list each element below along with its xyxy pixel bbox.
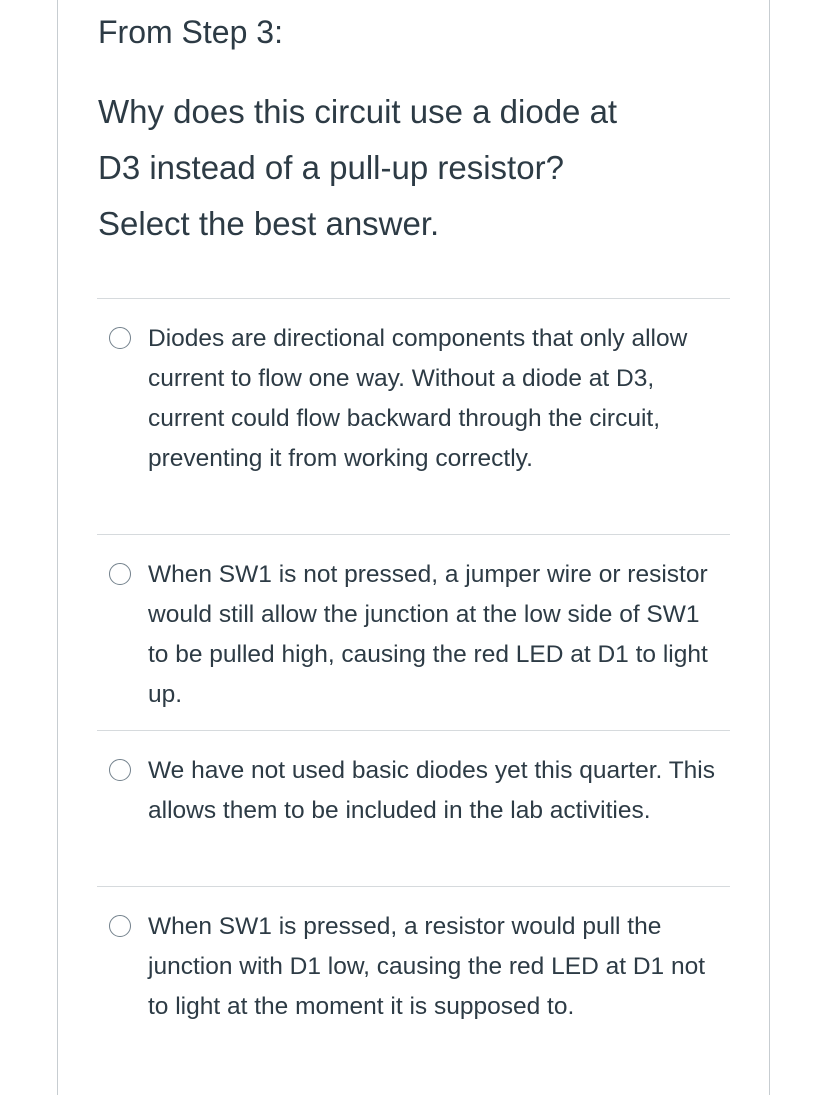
radio-button-2[interactable] (109, 563, 131, 585)
answer-text-2: When SW1 is not pressed, a jumper wire or resistor would still allow the junction at the low side of SW1 to be pulled high, causing the red LED at D1 to light up. (148, 561, 708, 708)
radio-button-1[interactable] (109, 327, 131, 349)
question-line-2: D3 instead of a pull-up resistor? (98, 149, 564, 186)
answer-text-3: We have not used basic diodes yet this quarter. This allows them to be included in the lab activities. (148, 757, 716, 824)
radio-button-3[interactable] (109, 759, 131, 781)
answer-text-4: When SW1 is pressed, a resistor would pull the junction with D1 low, causing the red LED at D1 not to light at the moment it is supposed to. (148, 913, 706, 1020)
answer-option-4[interactable] (97, 886, 730, 1095)
question-text (98, 84, 718, 252)
answer-option-2[interactable] (97, 534, 730, 730)
step-label: From Step 3: (98, 14, 283, 50)
radio-button-4[interactable] (109, 915, 131, 937)
question-line-3: Select the best answer. (98, 205, 440, 242)
answer-text-1: Diodes are directional components that only allow current to flow one way. Without a diode at D3, current could flow backward through the circuit, preventing it from working correctly. (148, 325, 688, 472)
answer-list (97, 298, 730, 1095)
answer-option-1[interactable] (97, 298, 730, 534)
answer-option-3[interactable] (97, 730, 730, 886)
question-line-1: Why does this circuit use a diode at (98, 93, 618, 130)
